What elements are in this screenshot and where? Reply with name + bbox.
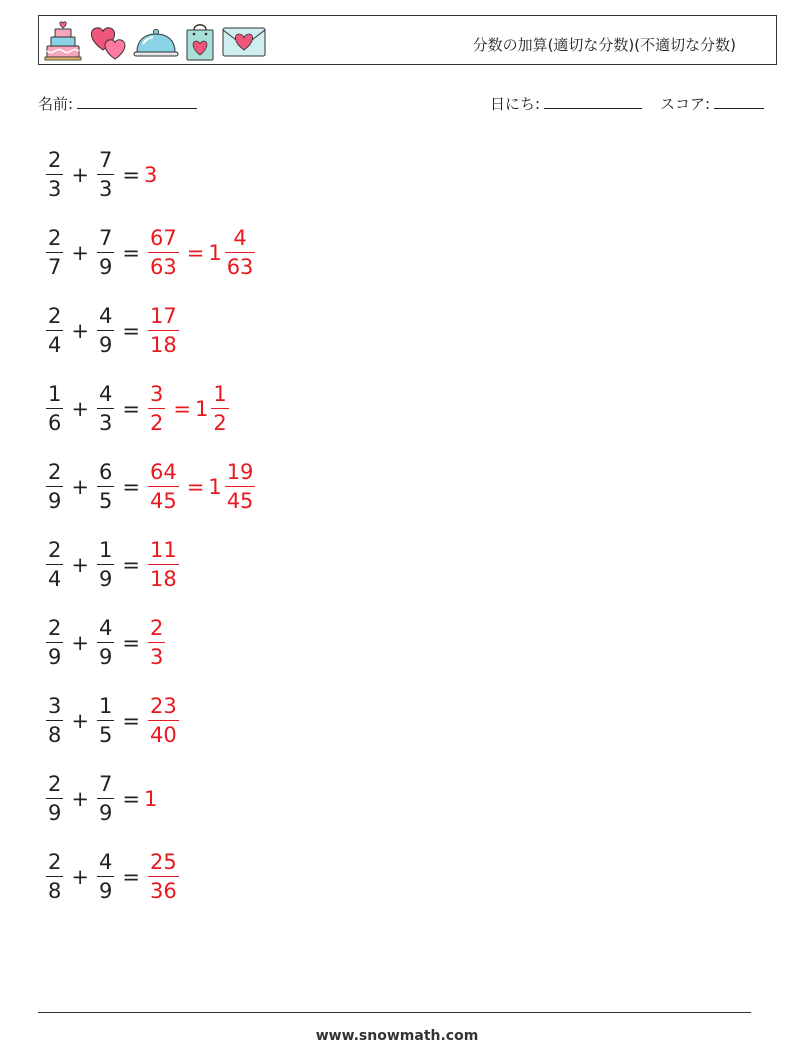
- fraction: [97, 306, 114, 356]
- fraction: [46, 696, 63, 746]
- equals-sign: =: [173, 397, 191, 421]
- denominator: 9: [46, 798, 63, 824]
- denominator: 9: [97, 642, 114, 668]
- numerator: 23: [149, 694, 177, 718]
- fraction: [46, 540, 63, 590]
- numerator: 67: [149, 226, 177, 250]
- fraction: [46, 306, 63, 356]
- numerator: 4: [98, 304, 113, 328]
- footer-url: www.snowmath.com: [315, 1028, 479, 1044]
- problem-row: [42, 686, 183, 756]
- numerator: 7: [98, 772, 113, 796]
- numerator: 2: [48, 616, 62, 640]
- equals-sign: =: [122, 631, 140, 655]
- numerator: 4: [98, 850, 113, 874]
- denominator: 36: [148, 876, 179, 902]
- denominator: 3: [97, 174, 114, 200]
- problem-row: [42, 608, 169, 678]
- fraction: [46, 462, 63, 512]
- plus-sign: +: [71, 319, 89, 343]
- numerator: 2: [48, 538, 62, 562]
- equals-sign: =: [122, 709, 140, 733]
- fraction: [46, 384, 63, 434]
- numerator: 2: [48, 850, 62, 874]
- equals-sign: =: [122, 553, 140, 577]
- header-icons: [43, 20, 267, 62]
- cake-icon: [43, 20, 83, 62]
- numerator: 4: [98, 616, 113, 640]
- numerator: 7: [98, 226, 113, 250]
- problem-row: [42, 218, 259, 288]
- denominator: 63: [225, 252, 256, 278]
- fraction: [148, 852, 179, 902]
- plus-sign: +: [71, 631, 89, 655]
- love-letter-icon: [221, 20, 267, 62]
- fraction: [97, 540, 114, 590]
- problem-row: [42, 374, 233, 444]
- equals-sign: =: [122, 787, 140, 811]
- plus-sign: +: [71, 865, 89, 889]
- cloche-icon: [133, 20, 179, 62]
- fraction: [148, 696, 179, 746]
- fraction: [46, 228, 63, 278]
- equals-sign: =: [122, 163, 140, 187]
- worksheet-header: [38, 15, 777, 65]
- numerator: 1: [213, 382, 227, 406]
- problem-row: [42, 452, 259, 522]
- numerator: 19: [226, 460, 254, 484]
- fraction: [148, 540, 179, 590]
- denominator: 18: [148, 564, 179, 590]
- fraction: [225, 228, 256, 278]
- denominator: 9: [97, 330, 114, 356]
- score-label: スコア:: [660, 95, 711, 113]
- equals-sign: =: [122, 319, 140, 343]
- numerator: 3: [149, 382, 164, 406]
- fraction: [97, 618, 114, 668]
- plus-sign: +: [71, 397, 89, 421]
- denominator: 2: [148, 408, 165, 434]
- fraction: [211, 384, 228, 434]
- denominator: 9: [46, 642, 63, 668]
- numerator: 7: [98, 148, 113, 172]
- numerator: 11: [149, 538, 177, 562]
- plus-sign: +: [71, 163, 89, 187]
- fraction: [97, 150, 114, 200]
- numerator: 4: [98, 382, 113, 406]
- denominator: 4: [46, 330, 63, 356]
- numerator: 2: [48, 148, 62, 172]
- problem-row: [42, 530, 183, 600]
- numerator: 64: [149, 460, 177, 484]
- name-label: 名前:: [38, 95, 74, 113]
- fraction: [97, 384, 114, 434]
- fraction: [46, 852, 63, 902]
- footer-divider: [38, 1012, 751, 1013]
- numerator: 1: [48, 382, 62, 406]
- shopping-bag-heart-icon: [183, 20, 217, 62]
- numerator: 17: [149, 304, 177, 328]
- numerator: 1: [98, 694, 113, 718]
- denominator: 7: [46, 252, 63, 278]
- plus-sign: +: [71, 787, 89, 811]
- denominator: 3: [46, 174, 63, 200]
- problem-row: [42, 764, 157, 834]
- denominator: 9: [46, 486, 63, 512]
- numerator: 6: [98, 460, 113, 484]
- denominator: 5: [97, 486, 114, 512]
- fraction: [148, 618, 165, 668]
- name-blank[interactable]: [77, 93, 197, 109]
- problem-row: [42, 140, 157, 210]
- mixed-whole: 1: [208, 475, 222, 499]
- numerator: 4: [233, 226, 247, 250]
- fraction: [97, 696, 114, 746]
- problem-row: [42, 296, 183, 366]
- worksheet-title: 分数の加算(適切な分数)(不適切な分数): [472, 36, 736, 54]
- denominator: 5: [97, 720, 114, 746]
- numerator: 25: [149, 850, 177, 874]
- date-blank[interactable]: [544, 93, 642, 109]
- denominator: 63: [148, 252, 179, 278]
- denominator: 40: [148, 720, 179, 746]
- denominator: 45: [148, 486, 179, 512]
- equals-sign: =: [186, 475, 205, 499]
- denominator: 9: [97, 798, 114, 824]
- denominator: 45: [225, 486, 256, 512]
- equals-sign: =: [186, 241, 205, 265]
- fraction: [46, 618, 63, 668]
- numerator: 3: [48, 694, 62, 718]
- denominator: 8: [46, 876, 63, 902]
- denominator: 8: [46, 720, 63, 746]
- plus-sign: +: [71, 241, 89, 265]
- date-label: 日にち:: [490, 95, 541, 113]
- equals-sign: =: [122, 865, 140, 889]
- numerator: 1: [98, 538, 113, 562]
- fraction: [148, 384, 165, 434]
- fraction: [46, 150, 63, 200]
- numerator: 2: [48, 304, 62, 328]
- denominator: 4: [46, 564, 63, 590]
- denominator: 18: [148, 330, 179, 356]
- denominator: 9: [97, 252, 114, 278]
- denominator: 9: [97, 564, 114, 590]
- denominator: 3: [97, 408, 114, 434]
- denominator: 9: [97, 876, 114, 902]
- hearts-icon: [87, 20, 129, 62]
- equals-sign: =: [122, 397, 140, 421]
- score-field: [660, 93, 764, 114]
- fraction: [97, 852, 114, 902]
- date-field: [490, 93, 642, 114]
- numerator: 2: [48, 460, 62, 484]
- fraction: [97, 774, 114, 824]
- answer-whole: 3: [143, 163, 158, 187]
- problem-row: [42, 842, 183, 912]
- fraction: [97, 228, 114, 278]
- fraction: [148, 228, 179, 278]
- denominator: 6: [46, 408, 63, 434]
- plus-sign: +: [71, 553, 89, 577]
- numerator: 2: [48, 772, 62, 796]
- fraction: [148, 462, 179, 512]
- fraction: [225, 462, 256, 512]
- plus-sign: +: [71, 475, 89, 499]
- mixed-whole: 1: [208, 241, 222, 265]
- score-blank[interactable]: [714, 93, 764, 109]
- name-field: [38, 93, 197, 114]
- denominator: 2: [211, 408, 228, 434]
- numerator: 2: [48, 226, 62, 250]
- numerator: 2: [149, 616, 164, 640]
- mixed-whole: 1: [194, 397, 209, 421]
- answer-whole: 1: [143, 787, 158, 811]
- equals-sign: =: [122, 241, 140, 265]
- fraction: [97, 462, 114, 512]
- plus-sign: +: [71, 709, 89, 733]
- fraction: [148, 306, 179, 356]
- fraction: [46, 774, 63, 824]
- denominator: 3: [148, 642, 165, 668]
- equals-sign: =: [122, 475, 140, 499]
